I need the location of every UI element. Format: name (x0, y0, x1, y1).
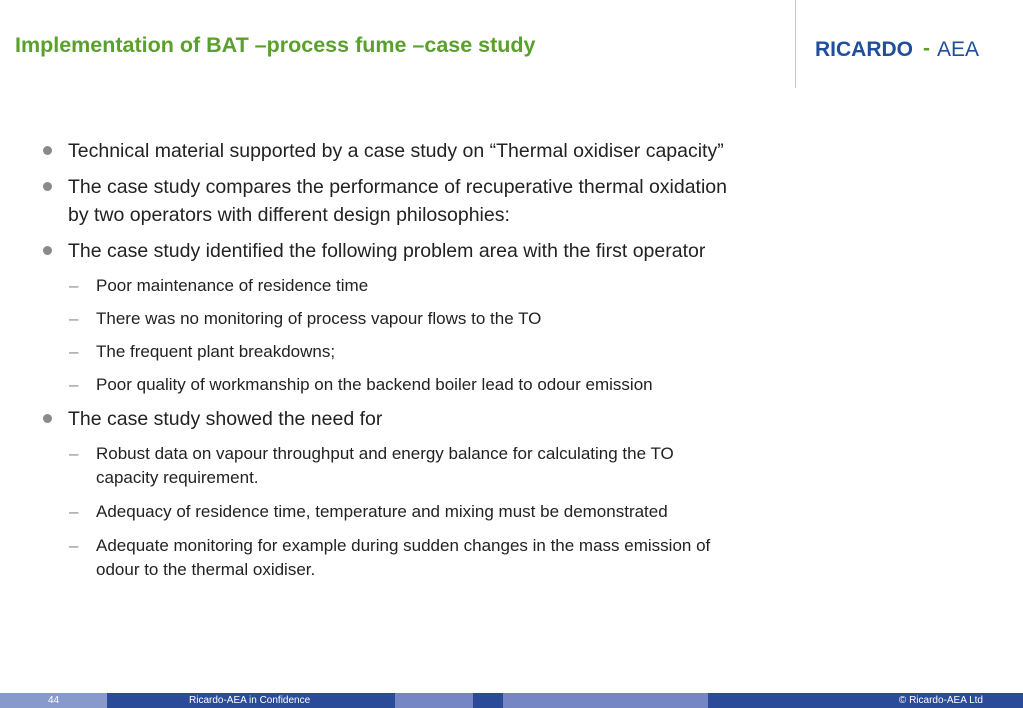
sub-bullet-item (69, 340, 876, 364)
bullet-item (68, 137, 888, 165)
logo-text-ricardo: RICARDO (815, 38, 913, 61)
slide-title: Implementation of BAT –process fume –case study (15, 33, 536, 57)
bullet-dot-icon (43, 146, 52, 155)
copyright-label: © Ricardo-AEA Ltd (898, 695, 983, 706)
bullet-dot-icon (43, 414, 52, 423)
sub-bullet-text: Adequacy of residence time, temperature and mixing must be demonstrated (96, 502, 668, 521)
dash-icon: – (69, 309, 79, 328)
bullet-text: The case study showed the need for (68, 408, 383, 430)
dash-icon: – (69, 502, 79, 521)
bullet-item (68, 405, 888, 433)
footer-segment (503, 693, 708, 708)
bullet-text-line: The case study compares the performance of recuperative thermal oxidation (68, 176, 728, 198)
page-number: 44 (48, 695, 60, 706)
bullet-text: The case study identified the following problem area with the first operator (68, 240, 706, 262)
logo-text-aea: AEA (937, 38, 980, 61)
sub-bullet-text: Poor quality of workmanship on the backend boiler lead to odour emission (96, 375, 653, 394)
dash-icon: – (69, 276, 79, 295)
logo-text-separator: - (923, 37, 930, 60)
sub-bullet-text: There was no monitoring of process vapour flows to the TO (96, 309, 542, 328)
sub-bullet-item (69, 534, 876, 582)
confidentiality-label: Ricardo-AEA in Confidence (189, 695, 311, 706)
sub-bullet-text-line: capacity requirement. (96, 468, 259, 487)
bullet-text: Technical material supported by a case study on “Thermal oxidiser capacity” (68, 140, 724, 162)
sub-bullet-text-line: Adequate monitoring for example during sudden changes in the mass emission of (96, 536, 711, 555)
sub-bullet-text: The frequent plant breakdowns; (96, 342, 336, 361)
dash-icon: – (69, 444, 79, 463)
sub-bullet-text-line: Robust data on vapour throughput and energy balance for calculating the TO (96, 444, 674, 463)
sub-bullet-text: Poor maintenance of residence time (96, 276, 369, 295)
bullet-item (68, 237, 888, 265)
bullet-item (68, 173, 888, 229)
footer-segment (473, 693, 503, 708)
footer-segment (395, 693, 473, 708)
sub-bullet-text-line: odour to the thermal oxidiser. (96, 560, 316, 579)
sub-bullet-item (69, 373, 876, 397)
sub-bullet-item (69, 442, 876, 490)
dash-icon: – (69, 342, 79, 361)
dash-icon: – (69, 536, 79, 555)
bullet-text-line: by two operators with different design philosophies: (68, 204, 510, 226)
bullet-dot-icon (43, 246, 52, 255)
ricardo-aea-logo (815, 34, 1005, 64)
sub-bullet-item (69, 307, 876, 331)
dash-icon: – (69, 375, 79, 394)
header-divider (795, 0, 796, 88)
sub-bullet-item (69, 500, 876, 524)
sub-bullet-item (69, 274, 876, 298)
footer-bar (0, 693, 1023, 708)
bullet-dot-icon (43, 182, 52, 191)
